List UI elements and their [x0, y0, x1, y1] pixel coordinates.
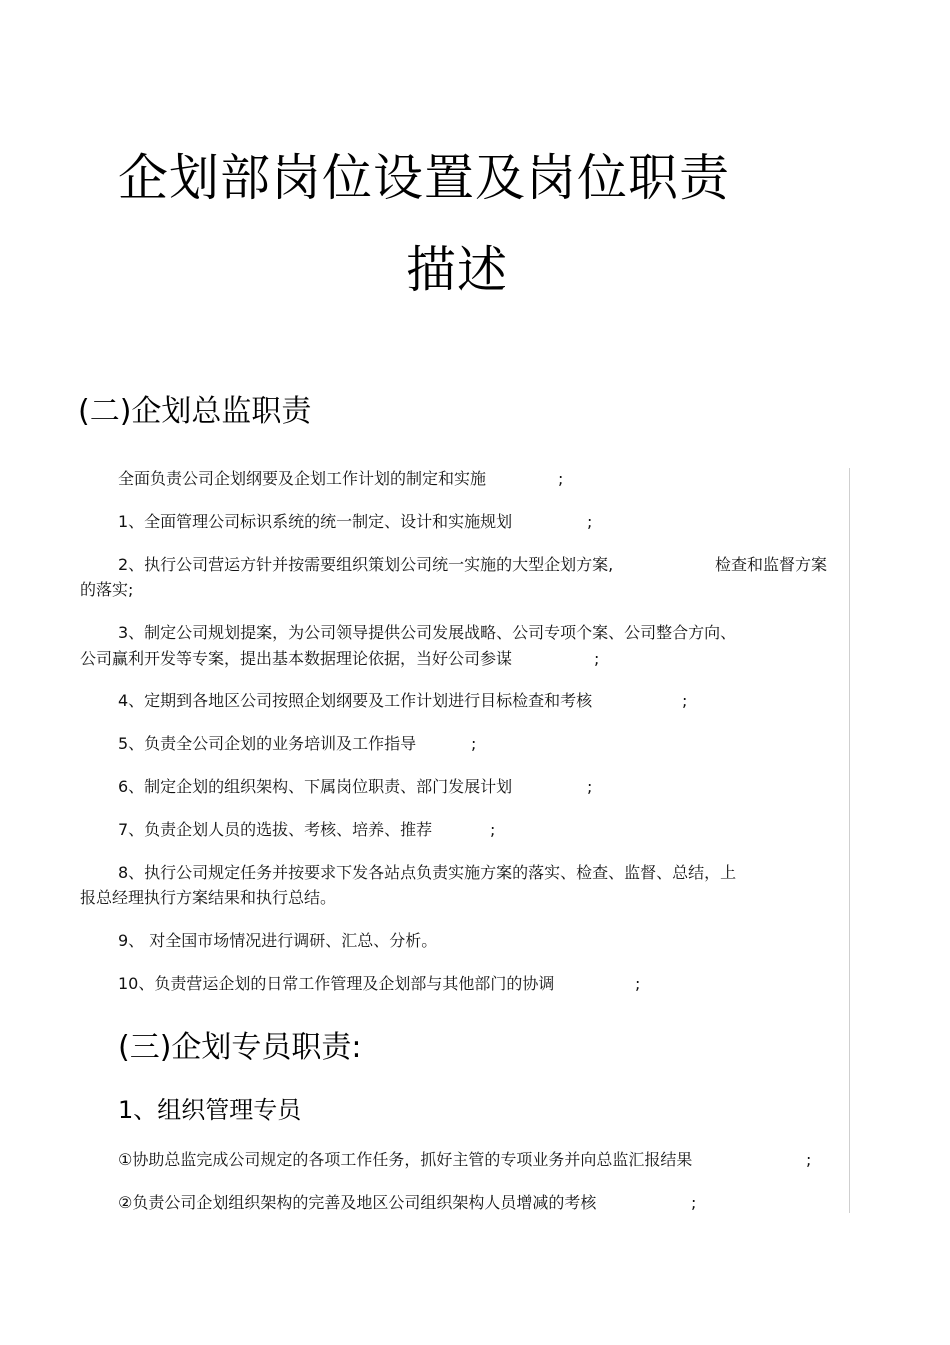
duty-item-2-line-2: 的落实;	[80, 580, 134, 599]
section-heading-director: (二)企划总监职责	[78, 394, 312, 429]
specialist-item-2: ②负责公司企划组织架构的完善及地区公司组织架构人员增减的考核	[118, 1193, 597, 1212]
semicolon: ;	[490, 820, 496, 839]
document-title-line-1: 企划部岗位设置及岗位职责	[118, 149, 730, 207]
right-margin-rule	[849, 468, 850, 1213]
duty-item-2-line-1a: 2、执行公司营运方针并按需要组织策划公司统一实施的大型企划方案,	[118, 555, 614, 574]
section-heading-specialist: (三)企划专员职责:	[118, 1030, 362, 1065]
duty-item-9: 9、 对全国市场情况进行调研、汇总、分析。	[118, 931, 438, 950]
intro-paragraph: 全面负责公司企划纲要及企划工作计划的制定和实施	[118, 469, 487, 488]
duty-item-3-line-2: 公司赢利开发等专案，提出基本数据理论依据，当好公司参谋	[80, 649, 513, 668]
semicolon: ;	[587, 512, 593, 531]
semicolon: ;	[587, 777, 593, 796]
semicolon: ;	[682, 691, 688, 710]
semicolon: ;	[594, 649, 600, 668]
semicolon: ;	[691, 1193, 697, 1212]
duty-item-4: 4、定期到各地区公司按照企划纲要及工作计划进行目标检查和考核	[118, 691, 593, 710]
duty-item-5: 5、负责全公司企划的业务培训及工作指导	[118, 734, 417, 753]
duty-item-2-line-1b: 检查和监督方案	[715, 555, 828, 574]
document-title-line-2: 描述	[406, 241, 508, 299]
subsection-heading-org-management: 1、组织管理专员	[118, 1096, 302, 1124]
semicolon: ;	[558, 469, 564, 488]
semicolon: ;	[471, 734, 477, 753]
semicolon: ;	[635, 974, 641, 993]
duty-item-10: 10、负责营运企划的日常工作管理及企划部与其他部门的协调	[118, 974, 555, 993]
duty-item-8-line-1: 8、执行公司规定任务并按要求下发各站点负责实施方案的落实、检查、监督、总结，上	[118, 863, 737, 882]
duty-item-1: 1、全面管理公司标识系统的统一制定、设计和实施规划	[118, 512, 513, 531]
semicolon: ;	[806, 1150, 812, 1169]
specialist-item-1: ①协助总监完成公司规定的各项工作任务，抓好主管的专项业务并向总监汇报结果	[118, 1150, 693, 1169]
duty-item-7: 7、负责企划人员的选拔、考核、培养、推荐	[118, 820, 433, 839]
duty-item-3-line-1: 3、制定公司规划提案，为公司领导提供公司发展战略、公司专项个案、公司整合方向、	[118, 623, 737, 642]
duty-item-8-line-2: 报总经理执行方案结果和执行总结。	[80, 888, 337, 907]
duty-item-6: 6、制定企划的组织架构、下属岗位职责、部门发展计划	[118, 777, 513, 796]
